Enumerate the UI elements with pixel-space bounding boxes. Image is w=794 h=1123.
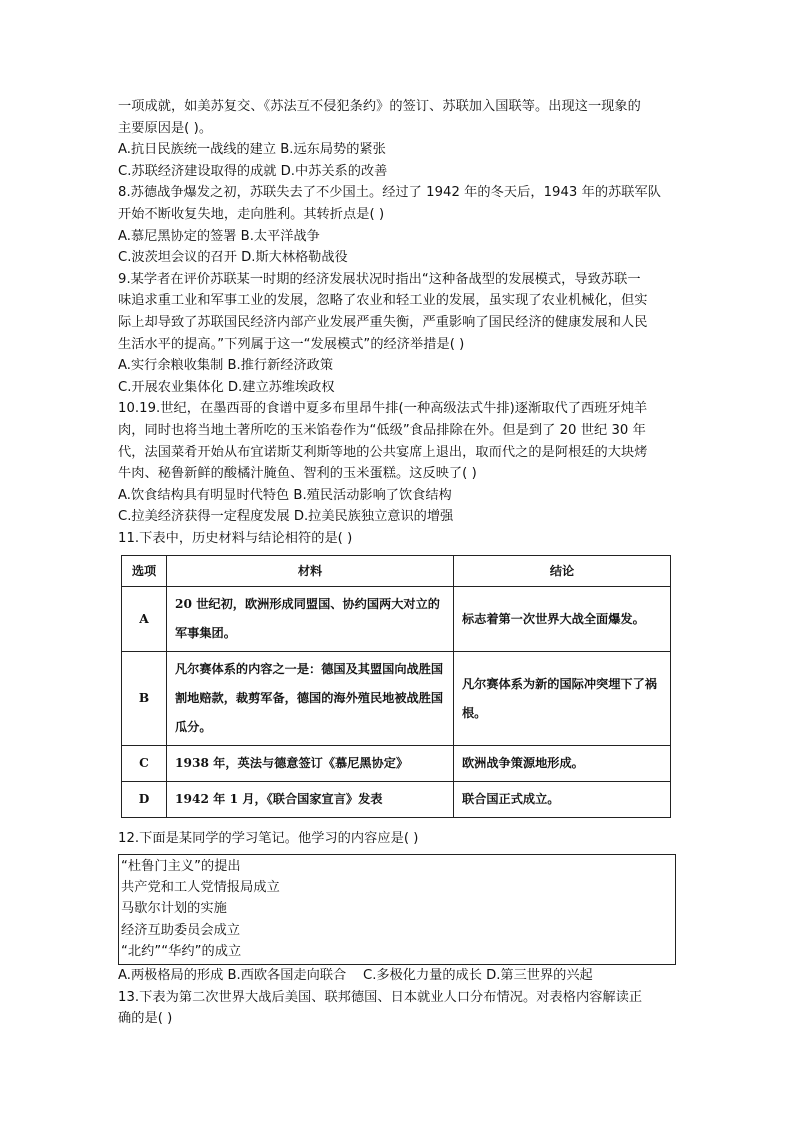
question-text: 8.苏德战争爆发之初，苏联失去了不少国土。经过了 1942 年的冬天后，1943 年的苏联军队 [118,185,662,201]
exam-page [118,96,678,1030]
table-header-row [122,556,671,587]
note-item: 共产党和工人党情报局成立 [121,880,280,896]
table-row [122,746,671,782]
note-item: 马歇尔计划的实施 [121,901,227,917]
material-cell: 1938 年，英法与德意签订《慕尼黑协定》 [167,746,454,782]
question-7-continued [118,96,678,182]
option-cell: D [122,782,167,818]
question-text: 11.下表中，历史材料与结论相符的是( ) [118,530,353,546]
question-text: 一项成就，如美苏复交、《苏法互不侵犯条约》的签订、苏联加入国联等。出现这一现象的 [118,99,641,114]
table-row [122,652,671,746]
question-text: 味追求重工业和军事工业的发展，忽略了农业和轻工业的发展，虽实现了农业机械化，但实 [118,293,648,309]
answer-options: A.实行余粮收集制 B.推行新经济政策 [118,358,334,374]
answer-options: C.波茨坦会议的召开 D.斯大林格勒战役 [118,250,348,266]
question-text: 生活水平的提高。”下列属于这一“发展模式”的经济举措是( ) [118,336,465,352]
question-text: 13.下表为第二次世界大战后美国、联邦德国、日本就业人口分布情况。对表格内容解读正 [118,989,643,1005]
question-text: 开始不断收复失地，走向胜利。其转折点是( ) [118,206,385,222]
table-header: 结论 [454,556,671,587]
question-13 [118,987,678,1030]
table-row [122,782,671,818]
question-text: 10.19.世纪，在墨西哥的食谱中夏多布里昂牛排(一种高级法式牛排)逐渐取代了西班牙炖羊 [118,401,648,417]
option-cell: B [122,652,167,746]
conclusion-cell: 凡尔赛体系为新的国际冲突埋下了祸根。 [454,652,671,746]
question-text: 确的是( ) [118,1011,173,1027]
table-header: 材料 [167,556,454,587]
material-cell: 20 世纪初，欧洲形成同盟国、协约国两大对立的军事集团。 [167,587,454,652]
option-cell: A [122,587,167,652]
answer-options: A.两极格局的形成 B.西欧各国走向联合 C.多极化力量的成长 D.第三世界的兴起 [118,968,593,984]
material-conclusion-table [121,555,671,818]
question-9 [118,269,678,399]
question-12 [118,828,678,986]
question-text: 9.某学者在评价苏联某一时期的经济发展状况时指出“这种备战型的发展模式，导致苏联一 [118,271,641,287]
note-item: “杜鲁门主义”的提出 [121,859,241,875]
table-header: 选项 [122,556,167,587]
question-text: 际上却导致了苏联国民经济内部产业发展严重失衡，严重影响了国民经济的健康发展和人民 [118,314,648,330]
question-10 [118,398,678,528]
question-text: 主要原因是( )。 [118,120,213,136]
answer-options: A.饮食结构具有明显时代特色 B.殖民活动影响了饮食结构 [118,487,452,503]
answer-options: C.苏联经济建设取得的成就 D.中苏关系的改善 [118,163,388,179]
material-cell: 凡尔赛体系的内容之一是：德国及其盟国向战胜国割地赔款，裁剪军备，德国的海外殖民地被战胜国瓜分。 [167,652,454,746]
answer-options: A.慕尼黑协定的签署 B.太平洋战争 [118,228,320,244]
question-11 [118,528,678,819]
answer-options: C.拉美经济获得一定程度发展 D.拉美民族独立意识的增强 [118,509,454,525]
material-cell: 1942 年 1 月，《联合国家宣言》发表 [167,782,454,818]
conclusion-cell: 标志着第一次世界大战全面爆发。 [454,587,671,652]
question-8 [118,182,678,268]
answer-options: A.抗日民族统一战线的建立 B.远东局势的紧张 [118,142,386,158]
note-item: 经济互助委员会成立 [121,922,241,938]
conclusion-cell: 联合国正式成立。 [454,782,671,818]
table-row [122,587,671,652]
question-text: 代，法国菜肴开始从布宜诺斯艾利斯等地的公共宴席上退出，取而代之的是阿根廷的大块烤 [118,444,648,460]
question-text: 肉，同时也将当地土著所吃的玉米馅卷作为“低级”食品排除在外。但是到了 20 世纪 30 年 [118,422,646,438]
question-text: 牛肉、秘鲁新鲜的酸橘汁腌鱼、智利的玉米蛋糕。这反映了( ) [118,466,477,482]
study-notes-box [118,854,676,965]
conclusion-cell: 欧洲战争策源地形成。 [454,746,671,782]
note-item: “北约”“华约”的成立 [121,943,242,959]
question-text: 12.下面是某同学的学习笔记。他学习的内容应是( ) [118,831,419,847]
answer-options: C.开展农业集体化 D.建立苏维埃政权 [118,379,335,395]
option-cell: C [122,746,167,782]
